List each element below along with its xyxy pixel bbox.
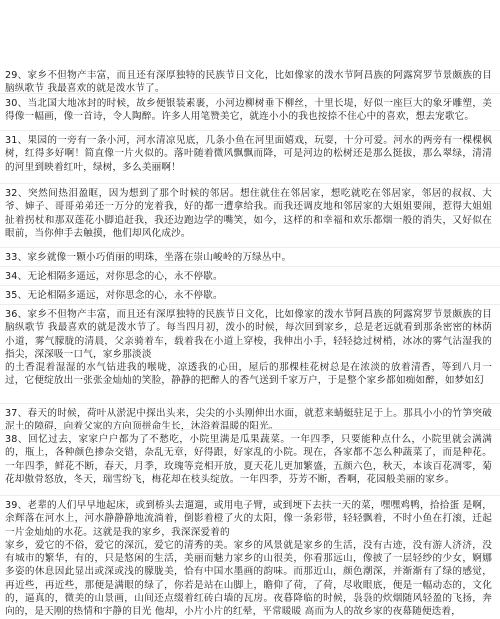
entry-30 bbox=[0, 93, 500, 124]
paragraph: 39、老辈的人们早早地起床，或到桥头去遛遛，或用电子臂，或到埂下去扶一天的菜，嘿嘿鸡鸭，拾拾蛋 是啊，余辉落在河水上，河水静静静地流淌着，倒影着橙了火的太阳，像一条彩带，轻轻飘着，不时小鱼在打滚，迁起一片金灿灿的水花。这就是我的家乡，我深深爱着的 bbox=[5, 500, 492, 538]
paragraph-continued: 家乡，爱它的不俗，爱它的深沉，爱它的清秀的美。家乡的风景就是家乡的生活，没有古迹，没有游人济济，没有城市的繁华，有的，只是悠闲的生活，美丽而魅力家乡的山很美，你看那远山，像披了一层轻纱的少女，婀娜多姿的休息因此显出或深或浅的朦胧美，恰有中国水墨画的韵味。而那近山，颜色潮深，并渐渐有了绿的感觉，再近些，再近些，那便是满眼的绿了，你若是站在山脚上，瞻仰了荷，了荷，尽收眼底，便是一幅动态的，文化的，逼真的，微美的山景画，山间还点缀着红砖白墙的瓦房。夜暮降临的时候，袅袅的炊烟随风轻盈的飞扬，奔向的，是天刚的热情和宇静的目光 他却，小片小片的红晕，平常暖暖 高而为人的故乡家的夜幕随便迭着， bbox=[5, 539, 492, 618]
entry-39 bbox=[0, 495, 500, 619]
paragraph: 32、突然间热泪盈眶，因为想到了那个时候的邻居。想住就住在邻居家，想吃就吃在邻居家，邻居的叔叔、大爷、婶子、哥哥弟弟还一万分的宠着我，好的都一遭拿给我。而我还调皮地和邻居家的大姐姐要闹，惹得大姐姐扯着拐杖和那双莲花小脚追赶我，我还边跑边学的嘴笑，如今，这样的和幸福和欢乐都烟一般的消失，又好似在眼前，当你伸手去触摸，他们却风化成沙。 bbox=[5, 188, 492, 239]
paragraph: 29、家乡不但物产丰富，而且还有深厚独特的民族节日文化，比如像家的泼水节阿昌族的阿露窝罗节景颇族的目脑纵歌节 我最喜欢的就是泼水节了。 bbox=[5, 70, 492, 95]
paragraph: 35、无论相隔多遥远，对你思念的心，永不停歇。 bbox=[5, 290, 223, 301]
paragraph: 38、回忆过去，家家户户都为了不愁吃，小院里满是瓜果蔬菜。一年四季，只要能种点什么，小院里就会满满的，瓶上，各种颜色掺杂交错，杂乱无章，好得跟，好家乱的小院。现在，各家都不怎么种蔬菜了，而是种花。一年四季，鲜花不断，春天，月季，玫瑰等竞相开放，夏天花儿更加繁盛，五颜六色，秋天，本该百花凋零，菊花却傲骨怒放，冬天，瑞雪纷飞，梅花却在枝头绽放。一年四季，芬芳不断，香啊，花园般美丽的家乡。 bbox=[5, 434, 492, 485]
entry-36 bbox=[0, 304, 500, 388]
entry-31 bbox=[0, 130, 500, 174]
paragraph: 30、当北国大地冰封的时候，故乡便银装素裹，小河边柳树垂下柳丝，十里长堤，好似一座巨大的象牙雕塑，美得像一幅画，像一首诗，令人陶醉。许多人用笔赞美它，就连小小的我也按捺不住心中的喜欢，想去宠歌它。 bbox=[5, 98, 492, 123]
paragraph-continued: 的土香混着湿湿的水气钻进我的喉咙，凉透我的心田，屋后的那棵桂花树总是在浓淡的放着清香，等到八月一过，它便绽放出一张张金灿灿的笑脸，静静的把醉人的香气送到千家万户，于是整个家乡都如痴如醉，如梦如幻 bbox=[5, 362, 492, 387]
entry-32 bbox=[0, 183, 500, 240]
paragraph: 37、春天的时候，荷叶从淤泥中探出头来，尖尖的小头刚伸出水面，就惹来蜻蜓驻足于上。那具小小的竹笋突破泥土的障碍，向着父家的方向顶拼命生长，沐浴着温暖的阳光。 bbox=[5, 408, 492, 433]
paragraph: 33、家乡就像一颗小巧俏丽的明珠，坐落在崇山峻岭的万绿丛中。 bbox=[5, 252, 292, 263]
entry-38 bbox=[0, 429, 500, 486]
paragraph: 31、果园的一旁有一条小河，河水清凉见底，几条小鱼在河里面嬉戏，玩耍，十分可爱。河水的两旁有一棵棵枫树，红得多好啊！简直像一片火似的。落叶随着微风飘飘而降，可是河边的松树还是那么挺拔，那么翠绿，清清的河里到映着红叶，绿树，多么美丽啊！ bbox=[5, 135, 492, 173]
entry-29 bbox=[0, 66, 500, 96]
entry-33 bbox=[0, 247, 500, 264]
paragraph: 36、家乡不但物产丰富，而且还有深厚独特的民族节日文化，比如像家的泼水节阿昌族的阿露窝罗节景颇族的目脑纵歌节 我最喜欢的就是泼水节了。每当四月初，泼小的时候，每次回到家乡，总是老远就看到那条密密的林荫小道，雾气朦胧的清晨，父亲骑着车，载着我在小道上穿梭，我伸出小手，轻轻捻过树梢，冰冰的雾气沾湿我的指尖，深深吸一口气，家乡那淡淡 bbox=[5, 309, 492, 360]
entry-34 bbox=[0, 266, 500, 283]
entry-35 bbox=[0, 285, 500, 302]
paragraph: 34、无论相隔多遥远，对你思念的心，永不停歇。 bbox=[5, 271, 223, 282]
